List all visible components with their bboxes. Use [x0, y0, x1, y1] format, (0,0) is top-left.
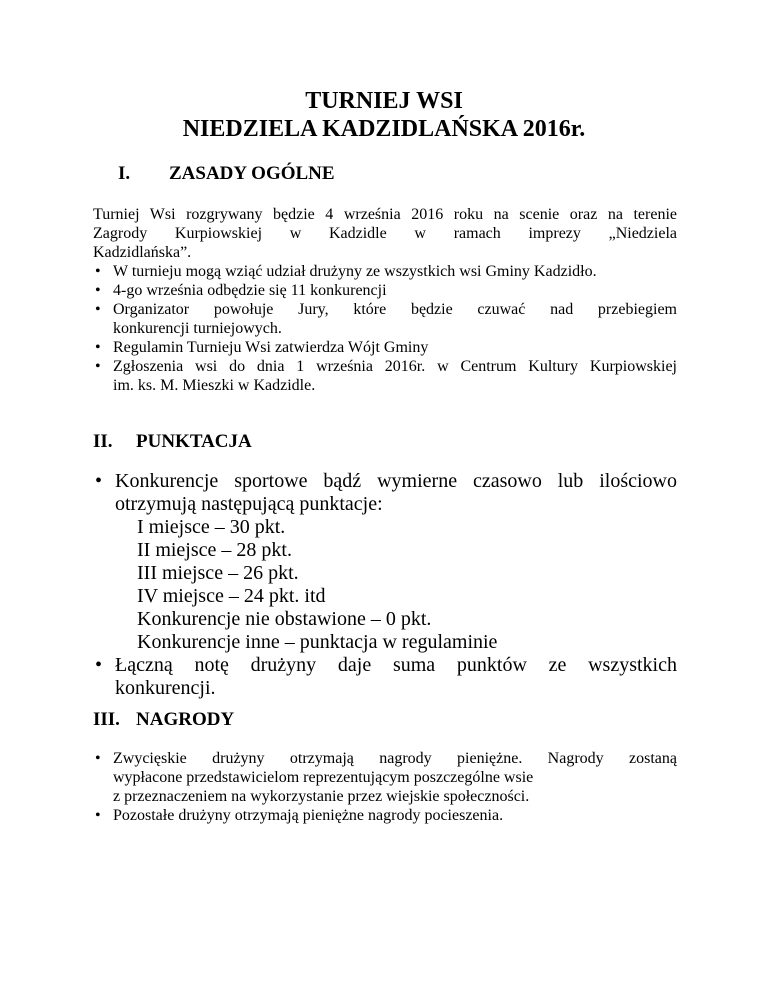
- list-item: [93, 262, 677, 281]
- page-title-line-1: TURNIEJ WSI: [305, 88, 463, 114]
- list-item: [93, 300, 677, 338]
- list-item: [93, 338, 677, 357]
- section-title: PUNKTACJA: [136, 431, 252, 452]
- list-item: [93, 357, 677, 395]
- list-item-text: Łączną notę drużyny daje suma punktów ze wszystkich: [115, 654, 677, 676]
- bullet-icon: •: [95, 301, 101, 318]
- section-number: III.: [93, 709, 120, 730]
- list-item-text: Pozostałe drużyny otrzymają pieniężne nagrody pocieszenia.: [113, 807, 504, 824]
- bullet-icon: •: [95, 263, 101, 280]
- list-item: [93, 749, 677, 806]
- list-item-text: Zwycięskie drużyny otrzymają nagrody pieniężne. Nagrody zostaną: [113, 750, 677, 767]
- list-item-text: konkurencji turniejowych.: [113, 320, 282, 337]
- list-item: [93, 806, 677, 825]
- list-item-text: z przeznaczeniem na wykorzystanie przez wiejskie społeczności.: [113, 788, 530, 805]
- scoring-list: [93, 470, 677, 700]
- section-body-general-rules: [93, 205, 677, 395]
- list-item: [93, 470, 677, 654]
- score-row: Konkurencje inne – punktacja w regulaminie: [137, 631, 498, 653]
- list-item-text: wypłacone przedstawicielom reprezentującym poszczególne wsie: [113, 769, 534, 786]
- scoring-table: [115, 516, 677, 654]
- bullet-icon: •: [95, 470, 103, 492]
- prizes-list: [93, 749, 677, 825]
- bullet-icon: •: [95, 654, 103, 676]
- list-item: [93, 654, 677, 700]
- score-row: Konkurencje nie obstawione – 0 pkt.: [137, 608, 432, 630]
- list-item: [93, 281, 677, 300]
- intro-line: Zagrody Kurpiowskiej w Kadzidle w ramach imprezy „Niedziela: [93, 225, 677, 242]
- section-title: ZASADY OGÓLNE: [169, 163, 335, 184]
- section-body-prizes: [93, 749, 677, 825]
- section-number: I.: [118, 163, 131, 184]
- list-item-text: im. ks. M. Mieszki w Kadzidle.: [113, 377, 316, 394]
- list-item-text: Regulamin Turnieju Wsi zatwierdza Wójt Gminy: [113, 339, 429, 356]
- section-number: II.: [93, 431, 113, 452]
- intro-line: Kadzidlańska”.: [93, 244, 192, 261]
- list-item-text: 4-go września odbędzie się 11 konkurencji: [113, 282, 387, 299]
- score-row: II miejsce – 28 pkt.: [137, 539, 292, 561]
- score-row: III miejsce – 26 pkt.: [137, 562, 299, 584]
- list-item-text: konkurencji.: [115, 677, 216, 699]
- list-item-text: Organizator powołuje Jury, które będzie czuwać nad przebiegiem: [113, 301, 677, 318]
- bullet-icon: •: [95, 358, 101, 375]
- intro-line: Turniej Wsi rozgrywany będzie 4 września 2016 roku na scenie oraz na terenie: [93, 206, 677, 223]
- bullet-icon: •: [95, 807, 101, 824]
- bullet-icon: •: [95, 339, 101, 356]
- rules-list: [93, 262, 677, 395]
- bullet-icon: •: [95, 750, 101, 767]
- bullet-icon: •: [95, 282, 101, 299]
- section-title: NAGRODY: [136, 709, 235, 730]
- section-body-scoring: [93, 470, 677, 700]
- list-item-text: W turnieju mogą wziąć udział drużyny ze wszystkich wsi Gminy Kadzidło.: [113, 263, 597, 280]
- score-row: I miejsce – 30 pkt.: [137, 516, 286, 538]
- score-row: IV miejsce – 24 pkt. itd: [137, 585, 326, 607]
- list-item-text: Zgłoszenia wsi do dnia 1 września 2016r. w Centrum Kultury Kurpiowskiej: [113, 358, 677, 375]
- list-item-text: Konkurencje sportowe bądź wymierne czasowo lub ilościowo: [115, 470, 677, 492]
- page-title-line-2: NIEDZIELA KADZIDLAŃSKA 2016r.: [182, 116, 586, 142]
- list-item-text: otrzymują następującą punktacje:: [115, 493, 383, 515]
